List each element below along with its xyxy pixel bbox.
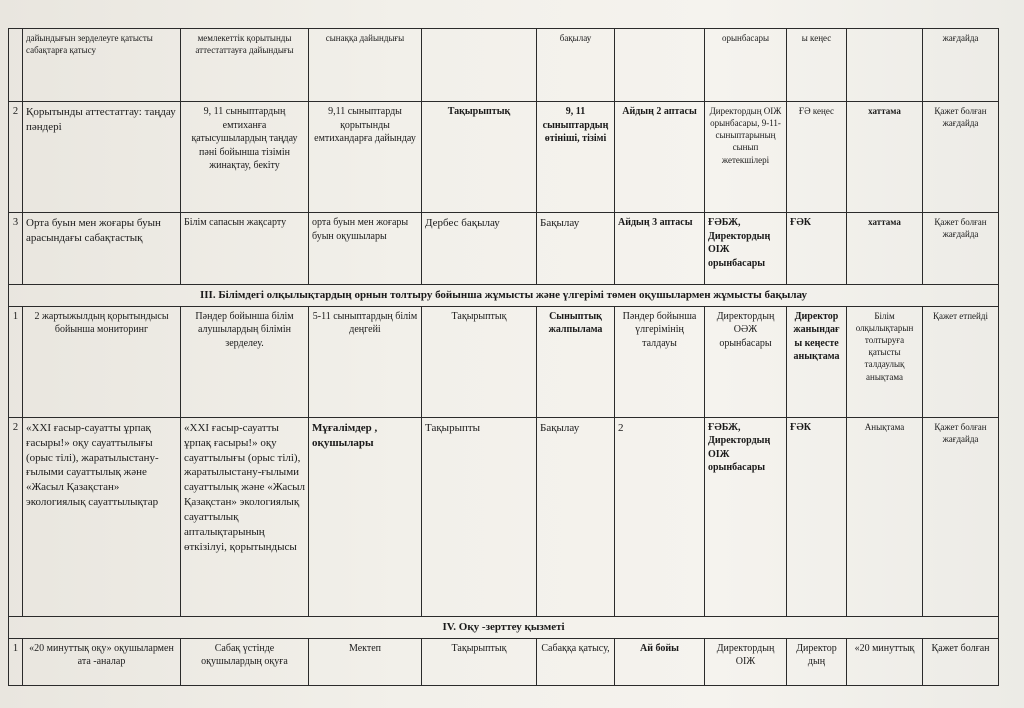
cell-result: «20 минуттық: [847, 638, 923, 685]
table-row: [9, 213, 999, 285]
section-header-row: [9, 285, 999, 307]
cell-responsible: орынбасары: [705, 29, 787, 102]
control-plan-table: [8, 28, 999, 686]
cell-goal: Сабақ үстінде оқушылардың оқуға: [181, 638, 309, 685]
table-row: [9, 306, 999, 417]
cell-object: 9,11 сыныптарды қорытынды емтихандарға дайындау: [309, 102, 422, 213]
cell-method: Бақылау: [537, 417, 615, 616]
cell-object: 5-11 сыныптардың білім деңгейі: [309, 306, 422, 417]
cell-goal: «ХХІ ғасыр-сауатты ұрпақ ғасыры!» оқу сауаттылығы (орыс тілі), жаратылыстану-ғылыми сауаттылық және «Жасыл Қазақстан» экологиялық сауаттылық апталықтарының өткізілуі, қорытындысы: [181, 417, 309, 616]
table-row: [9, 29, 999, 102]
cell-method: Бақылау: [537, 213, 615, 285]
cell-review-place: ы кеңес: [787, 29, 847, 102]
cell-result: хаттама: [847, 102, 923, 213]
cell-review-place: Директор жанындағы кеңесте анықтама: [787, 306, 847, 417]
row-number: 3: [9, 213, 23, 285]
table-row: [9, 638, 999, 685]
table-row: [9, 102, 999, 213]
cell-topic: Қорытынды аттестаттау: таңдау пәндері: [23, 102, 181, 213]
cell-second-control: Қажет етпейді: [923, 306, 999, 417]
cell-goal: Білім сапасын жақсарту: [181, 213, 309, 285]
section-header-row: [9, 616, 999, 638]
cell-topic: 2 жартыжылдың қорытындысы бойынша мониторинг: [23, 306, 181, 417]
cell-review-place: ҒӘК: [787, 213, 847, 285]
cell-responsible: Директордың ОІЖ: [705, 638, 787, 685]
cell-type: Дербес бақылау: [422, 213, 537, 285]
cell-second-control: Қажет болған жағдайда: [923, 213, 999, 285]
row-number: [9, 29, 23, 102]
cell-goal: мемлекеттік қорытынды аттестаттауға дайындығы: [181, 29, 309, 102]
table-row: [9, 417, 999, 616]
cell-deadline: 2: [615, 417, 705, 616]
cell-review-place: Директор дың: [787, 638, 847, 685]
cell-object: Мұғалімдер , оқушылары: [309, 417, 422, 616]
cell-second-control: жағдайда: [923, 29, 999, 102]
cell-type: Тақырыптық: [422, 638, 537, 685]
cell-second-control: Қажет болған: [923, 638, 999, 685]
cell-topic: Орта буын мен жоғары буын арасындағы сабақтастық: [23, 213, 181, 285]
cell-object: Мектеп: [309, 638, 422, 685]
cell-object: сынаққа дайындығы: [309, 29, 422, 102]
row-number: 2: [9, 102, 23, 213]
cell-method: 9, 11 сыныптардың өтініші, тізімі: [537, 102, 615, 213]
cell-second-control: Қажет болған жағдайда: [923, 102, 999, 213]
cell-deadline: Айдың 3 аптасы: [615, 213, 705, 285]
cell-type: Тақырыпты: [422, 417, 537, 616]
cell-method: бақылау: [537, 29, 615, 102]
cell-result: Білім олқылықтарын толтыруға қатысты талдаулық анықтама: [847, 306, 923, 417]
section-title-3: III. Білімдегі олқылықтардың орнын толтыру бойынша жұмысты және үлгерімі төмен оқушылармен жұмысты бақылау: [9, 285, 999, 307]
cell-deadline: Ай бойы: [615, 638, 705, 685]
cell-deadline: Пәндер бойынша үлгерімінің талдауы: [615, 306, 705, 417]
cell-type: [422, 29, 537, 102]
row-number: 2: [9, 417, 23, 616]
cell-method: Сыныптық жалпылама: [537, 306, 615, 417]
cell-goal: Пәндер бойынша білім алушылардың білімін зерделеу.: [181, 306, 309, 417]
cell-review-place: ҒӘК: [787, 417, 847, 616]
cell-type: Тақырыптық: [422, 102, 537, 213]
cell-topic: «20 минуттық оқу» оқушылармен ата -аналар: [23, 638, 181, 685]
cell-deadline: [615, 29, 705, 102]
cell-responsible: ҒӘБЖ, Директордың ОІЖ орынбасары: [705, 213, 787, 285]
row-number: 1: [9, 306, 23, 417]
cell-responsible: ҒӘБЖ, Директордың ОІЖ орынбасары: [705, 417, 787, 616]
cell-second-control: Қажет болған жағдайда: [923, 417, 999, 616]
cell-topic: «ХХІ ғасыр-сауатты ұрпақ ғасыры!» оқу сауаттылығы (орыс тілі), жаратылыстану-ғылыми сауаттылық және «Жасыл Қазақстан» экологиялық сауаттылықтар: [23, 417, 181, 616]
cell-responsible: Директордың ОІЖ орынбасары, 9-11-сыныптарының сынып жетекшілері: [705, 102, 787, 213]
cell-responsible: Директордың ОӘЖ орынбасары: [705, 306, 787, 417]
cell-result: [847, 29, 923, 102]
cell-topic: дайындығын зерделеуге қатысты сабақтарға қатысу: [23, 29, 181, 102]
cell-object: орта буын мен жоғары буын оқушылары: [309, 213, 422, 285]
cell-review-place: ҒӘ кеңес: [787, 102, 847, 213]
cell-type: Тақырыптық: [422, 306, 537, 417]
cell-goal: 9, 11 сыныптардың емтиханға қатысушылардың таңдау пәні бойынша тізімін жинақтау, бекіту: [181, 102, 309, 213]
cell-method: Сабаққа қатысу,: [537, 638, 615, 685]
cell-deadline: Айдың 2 аптасы: [615, 102, 705, 213]
section-title-4: IV. Оқу -зерттеу қызметі: [9, 616, 999, 638]
cell-result: Анықтама: [847, 417, 923, 616]
cell-result: хаттама: [847, 213, 923, 285]
row-number: 1: [9, 638, 23, 685]
